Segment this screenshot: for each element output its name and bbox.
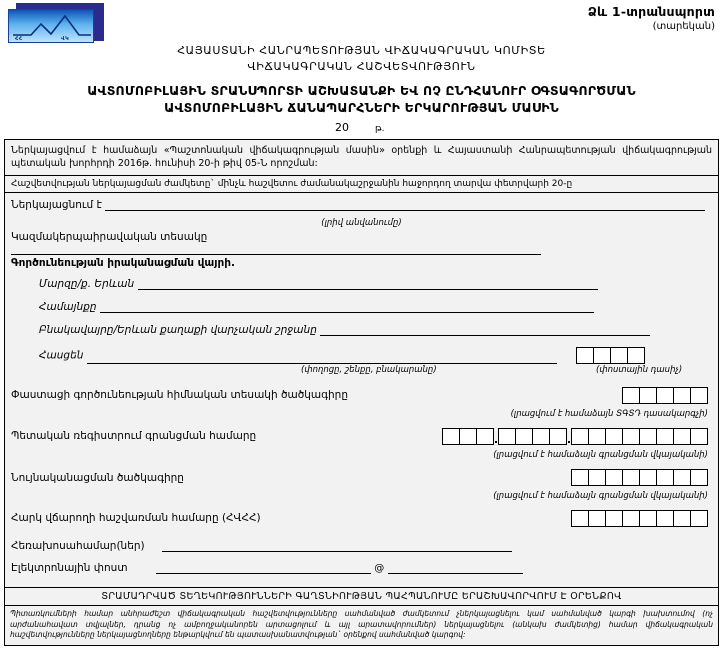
main-activity-cell[interactable] bbox=[690, 387, 708, 404]
logo-abbr-left: ՀՀ bbox=[15, 36, 23, 42]
form-body-frame bbox=[4, 139, 719, 606]
document-title-line2: ԱՎՏՈՄՈԲԻԼԱՅԻՆ ՃԱՆԱՊԱՐՀՆԵՐԻ ԵՐԿԱՐՈՒԹՅԱՆ ՄԱՍԻՆ bbox=[164, 100, 559, 115]
address-input[interactable] bbox=[87, 353, 557, 364]
state-reg-cell[interactable] bbox=[588, 428, 606, 445]
identification-cell[interactable] bbox=[571, 469, 589, 486]
email-at-symbol: @ bbox=[374, 563, 385, 574]
address-hints bbox=[11, 365, 712, 383]
taxpayer-cell[interactable] bbox=[639, 510, 657, 527]
liability-footnote: Պիտառկումների համար անհրաժեշտ վիճակագրական հաշվետվությունները սահմանված ժամկետում չներկայացնելու կամ սահմանված կարգի խախտումով (ոչ արժանահավատ տվյալներ, դրանց ոչ ամբողջականորեն արտացոլում և այլ արատավորումներ) ներկայացնելու (անկախ ժամկետից) համար վիճակագրական հաշվետվությունները ներկայացնողները ենթարկվում են պատասխանատվության` օրենքով սահմանված կարգով: bbox=[4, 606, 719, 646]
statistical-committee-logo bbox=[6, 3, 106, 44]
state-reg-cell[interactable] bbox=[515, 428, 533, 445]
postal-index-hint: (փոստային դասիչ) bbox=[596, 365, 683, 375]
state-reg-note-row bbox=[11, 448, 712, 466]
row-state-registration bbox=[11, 430, 712, 448]
state-reg-separator bbox=[494, 428, 499, 445]
main-activity-label: Փաստացի գործունեության հիմնական տեսակի ծածկագիրը bbox=[11, 389, 348, 401]
postal-index-cell[interactable] bbox=[576, 347, 594, 364]
submitted-by-input[interactable] bbox=[105, 200, 705, 211]
legal-form-input[interactable] bbox=[11, 244, 541, 255]
state-reg-cell[interactable] bbox=[605, 428, 623, 445]
state-reg-label: Պետական ռեգիստրում գրանցման համարը bbox=[11, 430, 257, 442]
report-type-title: ՎԻՃԱԿԱԳՐԱԿԱՆ ՀԱՇՎԵՏՎՈՒԹՅՈՒՆ bbox=[247, 60, 476, 73]
reporting-year-line bbox=[0, 121, 723, 136]
settlement-input[interactable] bbox=[320, 325, 650, 336]
identification-cell[interactable] bbox=[690, 469, 708, 486]
postal-index-boxes[interactable] bbox=[576, 347, 645, 364]
form-code: Ձև 1-տրանսպորտ bbox=[587, 4, 715, 19]
row-email bbox=[11, 562, 712, 580]
document-title-line1: ԱՎՏՈՄՈԲԻԼԱՅԻՆ ՏՐԱՆՍՊՈՐՏԻ ԱՇԽԱՏԱՆՔԻ ԵՎ ՈՉ ԸՆԴՀԱՆՈՒՐ ՕԳՏԱԳՈՐԾՄԱՆ bbox=[87, 83, 636, 98]
identification-cell[interactable] bbox=[588, 469, 606, 486]
row-community bbox=[11, 301, 712, 319]
settlement-label: Բնակավայրը/Երևան քաղաքի վարչական շրջանը bbox=[39, 324, 317, 336]
marz-input[interactable] bbox=[138, 279, 598, 290]
phone-input[interactable] bbox=[162, 541, 512, 552]
row-legal-form bbox=[11, 231, 712, 255]
main-activity-cell[interactable] bbox=[639, 387, 657, 404]
address-label: Հասցեն bbox=[39, 349, 84, 362]
identification-cell[interactable] bbox=[622, 469, 640, 486]
page-header bbox=[0, 0, 723, 42]
taxpayer-label: Հարկ վճարողի հաշվառման համարը (ՀՎՀՀ) bbox=[11, 512, 261, 524]
identification-cell[interactable] bbox=[673, 469, 691, 486]
row-taxpayer-number bbox=[11, 512, 712, 530]
document-title bbox=[0, 82, 723, 116]
state-reg-cell[interactable] bbox=[673, 428, 691, 445]
taxpayer-cell[interactable] bbox=[673, 510, 691, 527]
submitted-by-label: Ներկայացնում է bbox=[11, 199, 102, 211]
taxpayer-cell[interactable] bbox=[605, 510, 623, 527]
row-identification-code bbox=[11, 472, 712, 490]
taxpayer-cell[interactable] bbox=[690, 510, 708, 527]
submitted-by-hint: (լրիվ անվանումը) bbox=[321, 218, 402, 228]
state-reg-cell[interactable] bbox=[656, 428, 674, 445]
state-reg-separator bbox=[567, 428, 572, 445]
state-reg-cell[interactable] bbox=[571, 428, 589, 445]
postal-index-cell[interactable] bbox=[593, 347, 611, 364]
taxpayer-boxes[interactable] bbox=[571, 510, 708, 527]
state-reg-cell[interactable] bbox=[442, 428, 460, 445]
state-reg-boxes[interactable] bbox=[442, 428, 708, 445]
confidentiality-notice: ՏՐԱՄԱԴՐՎԱԾ ՏԵՂԵԿՈՒԹՅՈՒՆՆԵՐԻ ԳԱՂՏՆԻՈՒԹՅԱՆ ՊԱՀՊԱՆՈՒՄԸ ԵՐԱՇԽԱՎՈՐՎՈՒՄ Է ՕՐԵՆՔՈՎ bbox=[5, 587, 718, 605]
year-suffix: թ. bbox=[375, 124, 385, 134]
postal-index-cell[interactable] bbox=[610, 347, 628, 364]
logo-face bbox=[8, 9, 94, 43]
activity-address-heading: Գործունեության իրականացման վայրի. bbox=[11, 257, 235, 269]
identification-cell[interactable] bbox=[639, 469, 657, 486]
reporting-year-value[interactable]: 20 bbox=[335, 121, 349, 134]
phone-label: Հեռախոսահամար(ներ) bbox=[11, 540, 145, 552]
logo-abbr-right: ՎԿ bbox=[61, 36, 70, 42]
identification-cell[interactable] bbox=[656, 469, 674, 486]
identification-cell[interactable] bbox=[605, 469, 623, 486]
submission-deadline-text: Հաշվետվության ներկայացման ժամկետը` մինչև հաշվետու ժամանակաշրջանին հաջորդող տարվա փետրվարի 20-ը bbox=[5, 176, 718, 193]
form-periodicity: (տարեկան) bbox=[652, 21, 715, 32]
main-activity-boxes[interactable] bbox=[622, 387, 708, 404]
main-activity-cell[interactable] bbox=[656, 387, 674, 404]
address-hint: (փողոցը, շենքը, բնակարանը) bbox=[301, 365, 437, 375]
main-activity-note: (լրացվում է համաձայն ՏԳՏԴ դասակարգչի) bbox=[510, 409, 708, 419]
identification-label: Նույնականացման ծածկագիրը bbox=[11, 472, 184, 484]
marz-label: Մարզը/ք. Երևան bbox=[39, 278, 135, 290]
row-marz bbox=[11, 278, 712, 296]
row-address bbox=[11, 347, 712, 365]
legal-form-label: Կազմակերպաիրավական տեսակը bbox=[11, 231, 208, 243]
identification-boxes[interactable] bbox=[571, 469, 708, 486]
form-code-block bbox=[588, 4, 715, 32]
identification-note-row bbox=[11, 490, 712, 508]
state-reg-note: (լրացվում է համաձայն գրանցման վկայականի) bbox=[493, 450, 708, 460]
taxpayer-cell[interactable] bbox=[571, 510, 589, 527]
email-input-local[interactable] bbox=[156, 563, 371, 574]
row-submitted-by bbox=[11, 199, 712, 217]
row-main-activity-code bbox=[11, 389, 712, 407]
taxpayer-cell[interactable] bbox=[622, 510, 640, 527]
state-reg-cell[interactable] bbox=[639, 428, 657, 445]
state-reg-cell[interactable] bbox=[459, 428, 477, 445]
organization-title: ՀԱՅԱՍՏԱՆԻ ՀԱՆՐԱՊԵՏՈՒԹՅԱՆ ՎԻՃԱԿԱԳՐԱԿԱՆ ԿՈՄԻՏԵ bbox=[177, 44, 546, 57]
identification-note: (լրացվում է համաձայն գրանցման վկայականի) bbox=[493, 491, 708, 501]
row-phone bbox=[11, 540, 712, 558]
email-label: Էլեկտրոնային փոստ bbox=[11, 562, 128, 574]
state-reg-cell[interactable] bbox=[476, 428, 494, 445]
legal-basis-text: Ներկայացվում է համաձայն «Պաշտոնական վիճակագրության մասին» օրենքի և Հայաստանի Հանրապետության վիճակագրության պետական խորհրդի 2016թ. հունիսի 20-ի թիվ 05-Ն որոշման: bbox=[5, 140, 718, 176]
state-reg-cell[interactable] bbox=[498, 428, 516, 445]
main-activity-cell[interactable] bbox=[673, 387, 691, 404]
main-activity-note-row bbox=[11, 407, 712, 425]
respondent-fields bbox=[5, 193, 718, 587]
taxpayer-cell[interactable] bbox=[588, 510, 606, 527]
main-activity-cell[interactable] bbox=[622, 387, 640, 404]
state-reg-cell[interactable] bbox=[622, 428, 640, 445]
community-input[interactable] bbox=[100, 302, 594, 313]
taxpayer-cell[interactable] bbox=[656, 510, 674, 527]
state-reg-cell[interactable] bbox=[532, 428, 550, 445]
community-label: Համայնքը bbox=[39, 301, 97, 313]
state-reg-cell[interactable] bbox=[549, 428, 567, 445]
state-reg-cell[interactable] bbox=[690, 428, 708, 445]
postal-index-cell[interactable] bbox=[627, 347, 645, 364]
row-settlement bbox=[11, 324, 712, 342]
email-input-domain[interactable] bbox=[388, 563, 523, 574]
